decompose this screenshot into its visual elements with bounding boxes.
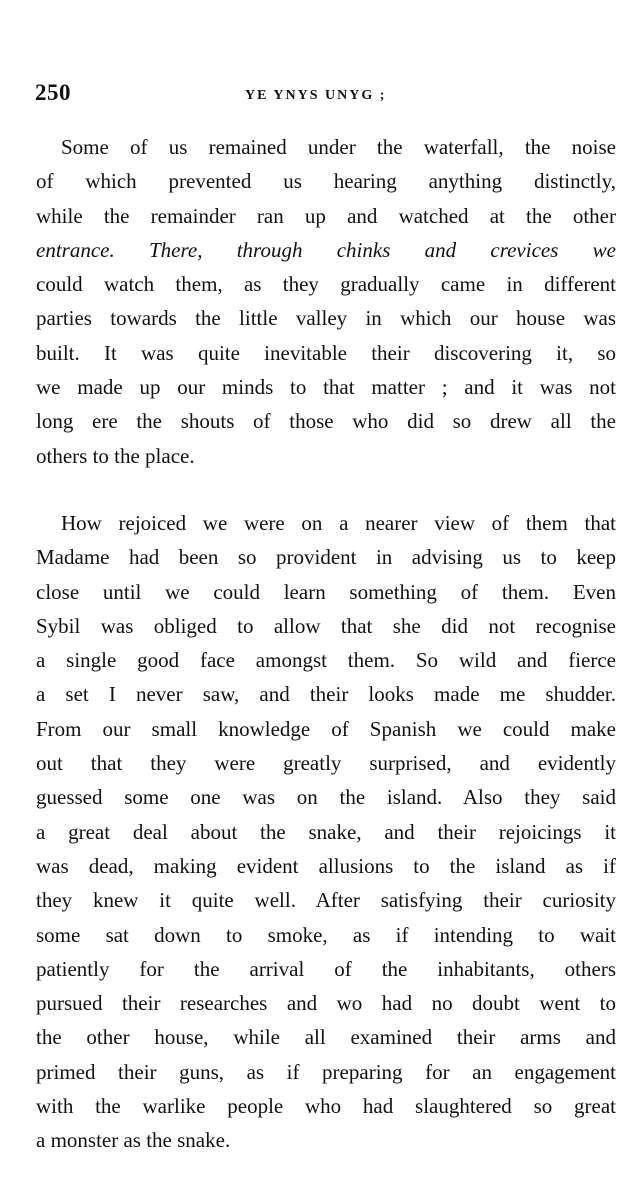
text-line: a single good face amongst them. So wild and fierce: [36, 648, 616, 673]
text-line: From our small knowledge of Spanish we could make: [36, 716, 616, 741]
text-line: built. It was quite inevitable their discovering it, so: [36, 340, 616, 365]
text-line: pursued their researches and wo had no doubt went to: [36, 991, 616, 1016]
text-line: of which prevented us hearing anything distinctly,: [36, 169, 616, 194]
text-line: others to the place.: [36, 443, 195, 468]
text-line: a monster as the snake.: [36, 1128, 231, 1153]
paragraph-1: [36, 130, 616, 473]
text-line: was dead, making evident allusions to the island as if: [36, 853, 616, 878]
text-line: How rejoiced we were on a nearer view of them that: [61, 511, 616, 535]
text-line: close until we could learn something of them. Even: [36, 579, 616, 604]
text-line: out that they were greatly surprised, and evidently: [36, 751, 616, 776]
page-number: 250: [35, 80, 71, 105]
text-line: Madame had been so provident in advising us to keep: [36, 545, 616, 570]
text-line: primed their guns, as if preparing for an engagement: [36, 1059, 616, 1084]
running-title: YE YNYS UNYG ;: [245, 88, 387, 103]
text-line: entrance. There, through chinks and crevices we: [36, 237, 616, 262]
text-line: a set I never saw, and their looks made me shudder.: [36, 682, 616, 707]
text-line: while the remainder ran up and watched at the other: [36, 203, 616, 228]
text-line: parties towards the little valley in which our house was: [36, 306, 616, 331]
text-line: with the warlike people who had slaughtered so great: [36, 1094, 616, 1119]
text-line: the other house, while all examined their arms and: [36, 1025, 616, 1050]
paragraph-2: [36, 506, 616, 1158]
text-line: patiently for the arrival of the inhabitants, others: [36, 956, 616, 981]
text-line: guessed some one was on the island. Also they said: [36, 785, 616, 810]
text-line: Sybil was obliged to allow that she did not recognise: [36, 613, 616, 638]
text-line: long ere the shouts of those who did so drew all the: [36, 409, 616, 434]
text-line: some sat down to smoke, as if intending to wait: [36, 922, 616, 947]
text-line: Some of us remained under the waterfall, the noise: [61, 135, 616, 159]
text-line: could watch them, as they gradually came in different: [36, 272, 616, 297]
text-line: a great deal about the snake, and their rejoicings it: [36, 819, 616, 844]
text-line: they knew it quite well. After satisfying their curiosity: [36, 888, 616, 913]
text-line: we made up our minds to that matter ; and it was not: [36, 375, 616, 400]
page-header: [35, 80, 615, 110]
